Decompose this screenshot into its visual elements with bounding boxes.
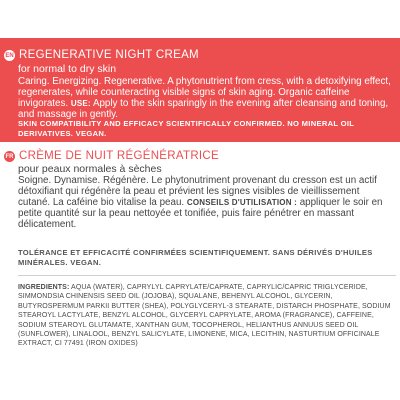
ingredients-text: AQUA (WATER), CAPRYLYL CAPRYLATE/CAPRATE, CAPRYLIC/CAPRIC TRIGLYCERIDE, SIMMONDSIA CHINENSIS SEED OIL (JOJOBA), SQUALANE, BEHENYL ALCOHOL, GLYCERIN, BUTYROSPERMUM PARKII BUTTER (SHEA), POLYGLYCERYL-3 STEARATE, DISTARCH PHOSPHATE, SODIUM STEAROYL LACTYLATE, BENZYL ALCOHOL, GLYCERYL CAPRYLATE, AROMA (FRAGRANCE), CAFFEINE, SODIUM STEAROYL GLUTAMATE, XANTHAN GUM, TOCOPHEROL, HELIANTHUS ANNUUS SEED OIL (SUNFLOWER), LINALOOL, BENZYL SALICYLATE, LIMONENE, MICA, LECITHIN, NASTURTIUM OFFICINALE EXTRACT, CI 77491 (IRON OXIDES) — [18, 284, 391, 348]
english-heading — [4, 49, 199, 62]
usage-label-en: USE: — [70, 99, 91, 108]
description-text-fr: Soigne. Dynamise. Régénère. Le phytonutriment provenant du cresson est un actif détoxifiant qui régénère la peau et prévient les signes visibles de vieillissement cutané. La caféine bio vitalise la peau. — [18, 175, 377, 208]
usage-label-fr: CONSEILS D'UTILISATION : — [186, 198, 297, 207]
ingredients-label: INGREDIENTS: — [18, 284, 70, 291]
claims-fr: TOLÉRANCE ET EFFICACITÉ CONFIRMÉES SCIENTIFIQUEMENT. SANS DÉRIVÉS D'HUILES MINÉRALES. VEGAN. — [18, 248, 373, 267]
skin-type-fr: pour peaux normales à sèches — [18, 163, 162, 175]
usage-text-en: Apply to the skin sparingly in the evening after cleansing and toning, and massage in gently. — [18, 98, 389, 120]
language-badge-en: EN — [4, 50, 15, 61]
claims-en: SKIN COMPATIBILITY AND EFFICACY SCIENTIFICALLY CONFIRMED. NO MINERAL OIL DERIVATIVES. VEGAN. — [18, 119, 355, 138]
french-heading — [4, 150, 219, 163]
skin-type-en: for normal to dry skin — [18, 63, 117, 75]
ingredients-list — [18, 283, 394, 349]
usage-text-fr: appliquer le soir en petite quantité sur la peau nettoyée et tonifiée, puis faire pénétrer en massant délicatement. — [18, 197, 383, 230]
product-title-fr: CRÈME DE NUIT RÉGÉNÉRATRICE — [19, 150, 220, 162]
description-text-en: Caring. Energizing. Regenerative. A phytonutrient from cress, with a detoxifying effect, regenerates, while counteracting visible signs of skin aging. Organic caffeine invigorates. — [18, 76, 391, 109]
product-title-en: REGENERATIVE NIGHT CREAM — [19, 49, 199, 61]
description-en — [18, 76, 394, 120]
description-fr — [18, 175, 394, 230]
divider — [18, 275, 396, 276]
language-badge-fr: FR — [4, 151, 15, 162]
